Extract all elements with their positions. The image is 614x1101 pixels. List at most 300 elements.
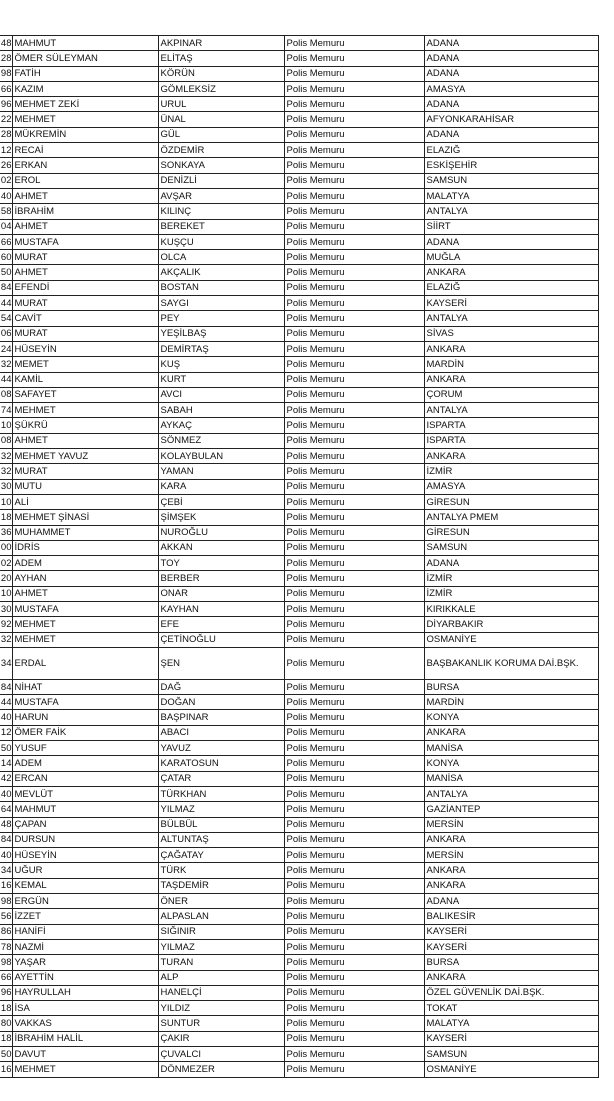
- first-name-cell: MAHMUT: [12, 802, 158, 817]
- title-cell: Polis Memuru: [284, 817, 424, 832]
- row-number: 08: [0, 433, 12, 448]
- surname-cell: GÖMLEKSİZ: [158, 81, 284, 96]
- city-cell: ADANA: [424, 894, 598, 909]
- first-name-cell: ADEM: [12, 756, 158, 771]
- title-cell: Polis Memuru: [284, 647, 424, 679]
- row-number: 96: [0, 985, 12, 1000]
- table-row: [0, 955, 598, 970]
- city-cell: ANKARA: [424, 878, 598, 893]
- table-row: [0, 741, 598, 756]
- row-number: 32: [0, 449, 12, 464]
- first-name-cell: HARUN: [12, 710, 158, 725]
- row-number: 66: [0, 81, 12, 96]
- surname-cell: HANELÇİ: [158, 985, 284, 1000]
- title-cell: Polis Memuru: [284, 571, 424, 586]
- city-cell: ADANA: [424, 556, 598, 571]
- city-cell: ADANA: [424, 66, 598, 81]
- table-row: [0, 817, 598, 832]
- table-row: [0, 802, 598, 817]
- title-cell: Polis Memuru: [284, 296, 424, 311]
- first-name-cell: İDRİS: [12, 540, 158, 555]
- surname-cell: KOLAYBULAN: [158, 449, 284, 464]
- first-name-cell: SAFAYET: [12, 387, 158, 402]
- surname-cell: KUŞ: [158, 357, 284, 372]
- table-row: [0, 158, 598, 173]
- table-row: [0, 863, 598, 878]
- table-row: [0, 296, 598, 311]
- row-number: 50: [0, 741, 12, 756]
- first-name-cell: RECAİ: [12, 143, 158, 158]
- city-cell: SAMSUN: [424, 540, 598, 555]
- first-name-cell: HÜSEYİN: [12, 848, 158, 863]
- title-cell: Polis Memuru: [284, 341, 424, 356]
- row-number: 02: [0, 173, 12, 188]
- table-row: [0, 372, 598, 387]
- city-cell: OSMANİYE: [424, 1062, 598, 1077]
- table-row: [0, 617, 598, 632]
- title-cell: Polis Memuru: [284, 418, 424, 433]
- city-cell: ANKARA: [424, 863, 598, 878]
- table-row: [0, 894, 598, 909]
- first-name-cell: MEHMET ŞİNASİ: [12, 510, 158, 525]
- city-cell: GİRESUN: [424, 525, 598, 540]
- row-number: 44: [0, 695, 12, 710]
- personnel-list-sheet: [0, 35, 599, 1078]
- title-cell: Polis Memuru: [284, 81, 424, 96]
- first-name-cell: ADEM: [12, 556, 158, 571]
- city-cell: KAYSERİ: [424, 924, 598, 939]
- surname-cell: OLCA: [158, 250, 284, 265]
- table-row: [0, 127, 598, 142]
- city-cell: ESKİŞEHİR: [424, 158, 598, 173]
- first-name-cell: ERDAL: [12, 647, 158, 679]
- surname-cell: KURT: [158, 372, 284, 387]
- table-row: [0, 357, 598, 372]
- surname-cell: DEMİRTAŞ: [158, 341, 284, 356]
- title-cell: Polis Memuru: [284, 265, 424, 280]
- title-cell: Polis Memuru: [284, 173, 424, 188]
- table-row: [0, 985, 598, 1000]
- table-row: [0, 250, 598, 265]
- row-number: 22: [0, 112, 12, 127]
- first-name-cell: MEHMET: [12, 1062, 158, 1077]
- first-name-cell: DAVUT: [12, 1047, 158, 1062]
- first-name-cell: AYETTİN: [12, 970, 158, 985]
- city-cell: AMASYA: [424, 479, 598, 494]
- title-cell: Polis Memuru: [284, 387, 424, 402]
- row-number: 12: [0, 143, 12, 158]
- table-row: [0, 51, 598, 66]
- title-cell: Polis Memuru: [284, 158, 424, 173]
- table-row: [0, 341, 598, 356]
- row-number: 44: [0, 296, 12, 311]
- city-cell: BURSA: [424, 955, 598, 970]
- table-row: [0, 924, 598, 939]
- row-number: 84: [0, 832, 12, 847]
- title-cell: Polis Memuru: [284, 250, 424, 265]
- table-row: [0, 143, 598, 158]
- city-cell: SAMSUN: [424, 173, 598, 188]
- title-cell: Polis Memuru: [284, 909, 424, 924]
- surname-cell: SABAH: [158, 403, 284, 418]
- title-cell: Polis Memuru: [284, 326, 424, 341]
- row-number: 66: [0, 970, 12, 985]
- first-name-cell: ERKAN: [12, 158, 158, 173]
- row-number: 44: [0, 372, 12, 387]
- table-row: [0, 479, 598, 494]
- table-row: [0, 710, 598, 725]
- surname-cell: BERBER: [158, 571, 284, 586]
- city-cell: BALIKESİR: [424, 909, 598, 924]
- table-row: [0, 81, 598, 96]
- title-cell: Polis Memuru: [284, 36, 424, 51]
- table-row: [0, 204, 598, 219]
- surname-cell: AKPINAR: [158, 36, 284, 51]
- first-name-cell: HAYRULLAH: [12, 985, 158, 1000]
- first-name-cell: MUSTAFA: [12, 601, 158, 616]
- city-cell: ANTALYA: [424, 786, 598, 801]
- first-name-cell: HANİFİ: [12, 924, 158, 939]
- surname-cell: YAVUZ: [158, 741, 284, 756]
- table-row: [0, 234, 598, 249]
- first-name-cell: AYHAN: [12, 571, 158, 586]
- title-cell: Polis Memuru: [284, 556, 424, 571]
- surname-cell: YILDIZ: [158, 1001, 284, 1016]
- row-number: 84: [0, 280, 12, 295]
- row-number: 50: [0, 1047, 12, 1062]
- city-cell: AFYONKARAHİSAR: [424, 112, 598, 127]
- row-number: 34: [0, 863, 12, 878]
- first-name-cell: ÖMER SÜLEYMAN: [12, 51, 158, 66]
- title-cell: Polis Memuru: [284, 525, 424, 540]
- row-number: 30: [0, 479, 12, 494]
- table-row: [0, 387, 598, 402]
- table-row: [0, 571, 598, 586]
- first-name-cell: MEHMET: [12, 617, 158, 632]
- table-row: [0, 878, 598, 893]
- city-cell: ÖZEL GÜVENLİK DAİ.BŞK.: [424, 985, 598, 1000]
- personnel-table: [0, 35, 599, 1078]
- surname-cell: KUŞÇU: [158, 234, 284, 249]
- title-cell: Polis Memuru: [284, 985, 424, 1000]
- surname-cell: ALP: [158, 970, 284, 985]
- first-name-cell: EFENDİ: [12, 280, 158, 295]
- row-number: 92: [0, 617, 12, 632]
- table-row: [0, 464, 598, 479]
- city-cell: ADANA: [424, 127, 598, 142]
- title-cell: Polis Memuru: [284, 970, 424, 985]
- first-name-cell: KAMİL: [12, 372, 158, 387]
- surname-cell: ŞEN: [158, 647, 284, 679]
- title-cell: Polis Memuru: [284, 894, 424, 909]
- row-number: 56: [0, 909, 12, 924]
- row-number: 42: [0, 771, 12, 786]
- city-cell: ADANA: [424, 97, 598, 112]
- title-cell: Polis Memuru: [284, 1031, 424, 1046]
- row-number: 98: [0, 894, 12, 909]
- table-row: [0, 725, 598, 740]
- row-number: 08: [0, 387, 12, 402]
- table-row: [0, 418, 598, 433]
- first-name-cell: ÖMER FAİK: [12, 725, 158, 740]
- city-cell: KONYA: [424, 756, 598, 771]
- surname-cell: ALPASLAN: [158, 909, 284, 924]
- table-row: [0, 1062, 598, 1077]
- row-number: 18: [0, 1001, 12, 1016]
- row-number: 04: [0, 219, 12, 234]
- row-number: 18: [0, 1031, 12, 1046]
- city-cell: KAYSERİ: [424, 1031, 598, 1046]
- city-cell: MANİSA: [424, 741, 598, 756]
- first-name-cell: FATİH: [12, 66, 158, 81]
- title-cell: Polis Memuru: [284, 863, 424, 878]
- city-cell: ANTALYA: [424, 311, 598, 326]
- row-number: 54: [0, 311, 12, 326]
- surname-cell: ÇETİNOĞLU: [158, 632, 284, 647]
- city-cell: GAZİANTEP: [424, 802, 598, 817]
- table-row: [0, 112, 598, 127]
- first-name-cell: MUHAMMET: [12, 525, 158, 540]
- city-cell: KONYA: [424, 710, 598, 725]
- table-row: [0, 188, 598, 203]
- title-cell: Polis Memuru: [284, 372, 424, 387]
- surname-cell: GÜL: [158, 127, 284, 142]
- title-cell: Polis Memuru: [284, 1062, 424, 1077]
- city-cell: MANİSA: [424, 771, 598, 786]
- surname-cell: SÖNMEZ: [158, 433, 284, 448]
- surname-cell: AYKAÇ: [158, 418, 284, 433]
- city-cell: OSMANİYE: [424, 632, 598, 647]
- city-cell: ANTALYA: [424, 403, 598, 418]
- surname-cell: AKKAN: [158, 540, 284, 555]
- table-row: [0, 510, 598, 525]
- table-row: [0, 601, 598, 616]
- city-cell: TOKAT: [424, 1001, 598, 1016]
- title-cell: Polis Memuru: [284, 280, 424, 295]
- surname-cell: ÇEBİ: [158, 494, 284, 509]
- table-row: [0, 36, 598, 51]
- surname-cell: ÇAKIR: [158, 1031, 284, 1046]
- first-name-cell: YUSUF: [12, 741, 158, 756]
- row-number: 32: [0, 632, 12, 647]
- row-number: 14: [0, 756, 12, 771]
- row-number: 32: [0, 357, 12, 372]
- city-cell: ANKARA: [424, 265, 598, 280]
- title-cell: Polis Memuru: [284, 540, 424, 555]
- first-name-cell: AHMET: [12, 219, 158, 234]
- city-cell: MUĞLA: [424, 250, 598, 265]
- row-number: 40: [0, 188, 12, 203]
- city-cell: ADANA: [424, 234, 598, 249]
- title-cell: Polis Memuru: [284, 1016, 424, 1031]
- surname-cell: ÜNAL: [158, 112, 284, 127]
- row-number: 50: [0, 265, 12, 280]
- surname-cell: TAŞDEMİR: [158, 878, 284, 893]
- title-cell: Polis Memuru: [284, 679, 424, 694]
- city-cell: ELAZIĞ: [424, 143, 598, 158]
- first-name-cell: MÜKREMİN: [12, 127, 158, 142]
- table-row: [0, 1001, 598, 1016]
- first-name-cell: MURAT: [12, 464, 158, 479]
- title-cell: Polis Memuru: [284, 601, 424, 616]
- city-cell: MALATYA: [424, 1016, 598, 1031]
- first-name-cell: ALİ: [12, 494, 158, 509]
- first-name-cell: MEHMET YAVUZ: [12, 449, 158, 464]
- title-cell: Polis Memuru: [284, 741, 424, 756]
- row-number: 24: [0, 341, 12, 356]
- surname-cell: DOĞAN: [158, 695, 284, 710]
- row-number: 10: [0, 418, 12, 433]
- title-cell: Polis Memuru: [284, 955, 424, 970]
- surname-cell: YAMAN: [158, 464, 284, 479]
- first-name-cell: MEMET: [12, 357, 158, 372]
- first-name-cell: MURAT: [12, 296, 158, 311]
- first-name-cell: İBRAHİM HALİL: [12, 1031, 158, 1046]
- surname-cell: ÖZDEMİR: [158, 143, 284, 158]
- title-cell: Polis Memuru: [284, 710, 424, 725]
- surname-cell: AVŞAR: [158, 188, 284, 203]
- first-name-cell: MEHMET: [12, 632, 158, 647]
- table-row: [0, 647, 598, 679]
- city-cell: ISPARTA: [424, 433, 598, 448]
- surname-cell: ÇUVALCI: [158, 1047, 284, 1062]
- city-cell: BURSA: [424, 679, 598, 694]
- surname-cell: SONKAYA: [158, 158, 284, 173]
- row-number: 96: [0, 97, 12, 112]
- surname-cell: AVCI: [158, 387, 284, 402]
- first-name-cell: ŞÜKRÜ: [12, 418, 158, 433]
- title-cell: Polis Memuru: [284, 464, 424, 479]
- city-cell: ANKARA: [424, 341, 598, 356]
- table-row: [0, 909, 598, 924]
- city-cell: ADANA: [424, 51, 598, 66]
- table-row: [0, 786, 598, 801]
- row-number: 80: [0, 1016, 12, 1031]
- surname-cell: ŞİMŞEK: [158, 510, 284, 525]
- title-cell: Polis Memuru: [284, 802, 424, 817]
- table-row: [0, 525, 598, 540]
- first-name-cell: EROL: [12, 173, 158, 188]
- first-name-cell: MUTU: [12, 479, 158, 494]
- city-cell: ELAZIĞ: [424, 280, 598, 295]
- city-cell: ISPARTA: [424, 418, 598, 433]
- table-row: [0, 695, 598, 710]
- title-cell: Polis Memuru: [284, 219, 424, 234]
- city-cell: İZMİR: [424, 586, 598, 601]
- city-cell: SAMSUN: [424, 1047, 598, 1062]
- row-number: 12: [0, 725, 12, 740]
- table-row: [0, 556, 598, 571]
- first-name-cell: NİHAT: [12, 679, 158, 694]
- table-row: [0, 66, 598, 81]
- title-cell: Polis Memuru: [284, 632, 424, 647]
- first-name-cell: MAHMUT: [12, 36, 158, 51]
- city-cell: MARDİN: [424, 695, 598, 710]
- row-number: 84: [0, 679, 12, 694]
- first-name-cell: AHMET: [12, 265, 158, 280]
- city-cell: ADANA: [424, 36, 598, 51]
- title-cell: Polis Memuru: [284, 1001, 424, 1016]
- first-name-cell: DURSUN: [12, 832, 158, 847]
- row-number: 66: [0, 234, 12, 249]
- table-row: [0, 97, 598, 112]
- title-cell: Polis Memuru: [284, 403, 424, 418]
- first-name-cell: AHMET: [12, 188, 158, 203]
- title-cell: Polis Memuru: [284, 97, 424, 112]
- row-number: 10: [0, 494, 12, 509]
- city-cell: MALATYA: [424, 188, 598, 203]
- row-number: 64: [0, 802, 12, 817]
- surname-cell: DAĞ: [158, 679, 284, 694]
- surname-cell: ÇATAR: [158, 771, 284, 786]
- city-cell: MARDİN: [424, 357, 598, 372]
- title-cell: Polis Memuru: [284, 143, 424, 158]
- surname-cell: YILMAZ: [158, 939, 284, 954]
- surname-cell: BOSTAN: [158, 280, 284, 295]
- surname-cell: SIĞINIR: [158, 924, 284, 939]
- first-name-cell: ERGÜN: [12, 894, 158, 909]
- first-name-cell: VAKKAS: [12, 1016, 158, 1031]
- first-name-cell: İBRAHİM: [12, 204, 158, 219]
- surname-cell: ALTUNTAŞ: [158, 832, 284, 847]
- row-number: 58: [0, 204, 12, 219]
- table-row: [0, 173, 598, 188]
- city-cell: KIRIKKALE: [424, 601, 598, 616]
- title-cell: Polis Memuru: [284, 188, 424, 203]
- row-number: 98: [0, 955, 12, 970]
- first-name-cell: İZZET: [12, 909, 158, 924]
- title-cell: Polis Memuru: [284, 725, 424, 740]
- surname-cell: ABACI: [158, 725, 284, 740]
- first-name-cell: AHMET: [12, 586, 158, 601]
- table-row: [0, 771, 598, 786]
- surname-cell: AKÇALIK: [158, 265, 284, 280]
- title-cell: Polis Memuru: [284, 510, 424, 525]
- city-cell: İZMİR: [424, 464, 598, 479]
- first-name-cell: MURAT: [12, 250, 158, 265]
- title-cell: Polis Memuru: [284, 357, 424, 372]
- city-cell: ANKARA: [424, 725, 598, 740]
- city-cell: SİVAS: [424, 326, 598, 341]
- title-cell: Polis Memuru: [284, 449, 424, 464]
- table-row: [0, 540, 598, 555]
- surname-cell: PEY: [158, 311, 284, 326]
- first-name-cell: YAŞAR: [12, 955, 158, 970]
- first-name-cell: MUSTAFA: [12, 695, 158, 710]
- surname-cell: TÜRKHAN: [158, 786, 284, 801]
- city-cell: GİRESUN: [424, 494, 598, 509]
- first-name-cell: CAVİT: [12, 311, 158, 326]
- surname-cell: DÖNMEZER: [158, 1062, 284, 1077]
- title-cell: Polis Memuru: [284, 1047, 424, 1062]
- row-number: 06: [0, 326, 12, 341]
- title-cell: Polis Memuru: [284, 66, 424, 81]
- row-number: 40: [0, 786, 12, 801]
- surname-cell: ÖNER: [158, 894, 284, 909]
- first-name-cell: UĞUR: [12, 863, 158, 878]
- city-cell: AMASYA: [424, 81, 598, 96]
- city-cell: ANKARA: [424, 832, 598, 847]
- table-row: [0, 433, 598, 448]
- first-name-cell: MEHMET ZEKİ: [12, 97, 158, 112]
- row-number: 10: [0, 586, 12, 601]
- first-name-cell: MUSTAFA: [12, 234, 158, 249]
- title-cell: Polis Memuru: [284, 939, 424, 954]
- table-row: [0, 265, 598, 280]
- table-row: [0, 1047, 598, 1062]
- title-cell: Polis Memuru: [284, 832, 424, 847]
- row-number: 30: [0, 601, 12, 616]
